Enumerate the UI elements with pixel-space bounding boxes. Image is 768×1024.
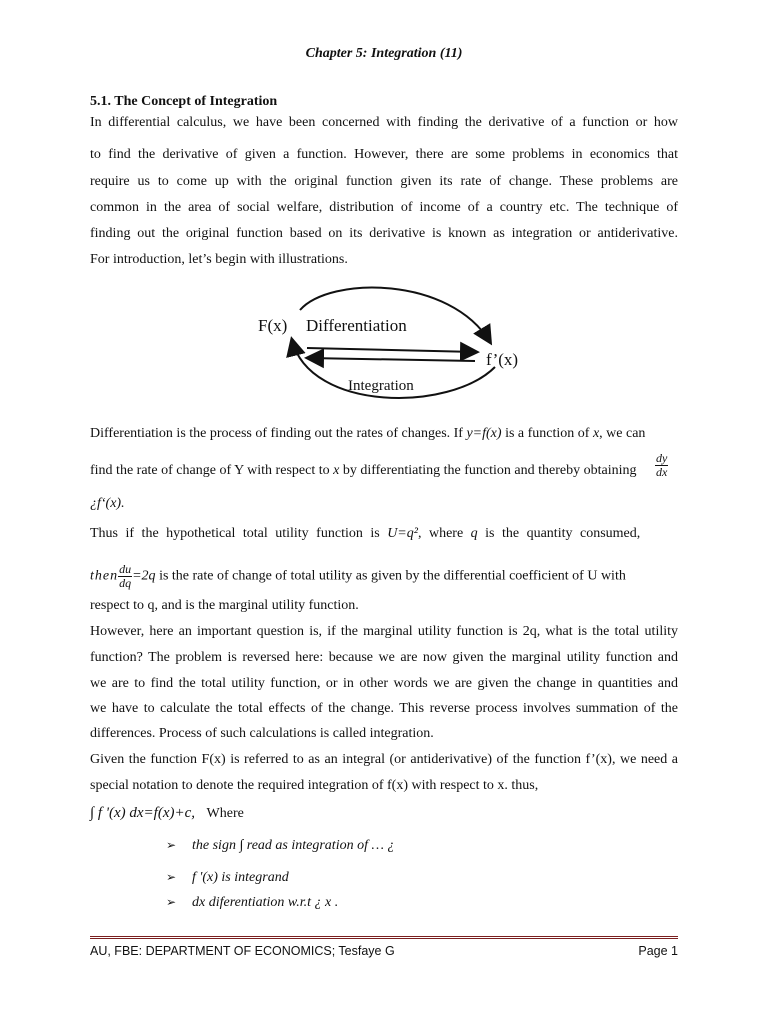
- integration-label: Integration: [348, 378, 414, 394]
- fx-label: F(x): [258, 316, 288, 335]
- however-line: function? The problem is reversed here: because we are now given the marginal utility function and: [90, 650, 678, 665]
- where-label: Where: [206, 806, 244, 821]
- bullet-item: [166, 870, 289, 886]
- math-var: q: [470, 526, 478, 541]
- text: by differentiating the function and thereby obtaining: [339, 463, 637, 478]
- intro-line: In differential calculus, we have been concerned with finding the derivative of a function or how: [90, 115, 678, 130]
- however-line: we are to find the total utility function, or in other words we are given the change in quantities and: [90, 676, 678, 691]
- intro-line: finding out the original function based on its derivative is known as integration or antiderivative.: [90, 226, 678, 241]
- section-heading: 5.1. The Concept of Integration: [90, 94, 278, 109]
- integral-formula-line: [90, 805, 678, 822]
- fraction-numerator: du: [119, 562, 132, 576]
- dy-dx-fraction: [655, 452, 668, 479]
- thus-line: [90, 526, 678, 542]
- text: is a function of: [501, 426, 593, 441]
- diff-line-1: [90, 426, 678, 442]
- fraction-denominator: dq: [119, 576, 132, 590]
- fraction-numerator: dy: [656, 451, 668, 465]
- then-line: [90, 563, 678, 590]
- math-expression: y=f(x): [466, 426, 502, 441]
- intro-line: For introduction, let’s begin with illustrations.: [90, 252, 348, 267]
- text: Differentiation is the process of finding out the rates of changes. If: [90, 426, 467, 441]
- left-arrow: [308, 358, 475, 361]
- text: Thus if the hypothetical total utility function is: [90, 526, 388, 541]
- integration-diagram: [250, 282, 540, 407]
- page-number: Page 1: [638, 944, 678, 958]
- respect-line: respect to q, and is the marginal utility function.: [90, 598, 359, 613]
- text: , we can: [599, 426, 646, 441]
- given-line: Given the function F(x) is referred to as an integral (or antiderivative) of the function f’(x), we need a: [90, 752, 678, 767]
- arrow-bullet-icon: ➢: [166, 895, 177, 909]
- arrow-bullet-icon: ➢: [166, 838, 177, 852]
- fraction-denominator: dx: [656, 465, 668, 479]
- math-var: x: [333, 463, 340, 478]
- text: is the rate of change of total utility as given by the differential coefficient of U with: [155, 568, 626, 584]
- bullet-text: the sign ∫ read as integration of … ¿: [192, 838, 395, 853]
- diff-line-2: [90, 463, 678, 479]
- math-var: x: [592, 426, 600, 441]
- bullet-text: f '(x) is integrand: [192, 870, 289, 885]
- integral-formula: ∫ f '(x) dx=f(x)+c,: [90, 805, 196, 821]
- bullet-text: dx diferentiation w.r.t ¿ x .: [192, 895, 339, 910]
- intro-line: common in the area of social welfare, distribution of income of a country etc. The technique of: [90, 200, 678, 215]
- however-line: However, here an important question is, if the marginal utility function is 2q, what is the total utility: [90, 624, 678, 639]
- then-word: then: [90, 568, 119, 584]
- footer-department: AU, FBE: DEPARTMENT OF ECONOMICS; Tesfaye G: [90, 944, 395, 958]
- however-line: differences. Process of such calculations is called integration.: [90, 726, 434, 741]
- however-line: we have to calculate the total effects of the change. This reverse process involves summation of the: [90, 701, 678, 716]
- chapter-title: Chapter 5: Integration (11): [305, 46, 463, 61]
- diff-line-3: ¿f‘(x).: [90, 496, 125, 511]
- arrow-bullet-icon: ➢: [166, 870, 177, 884]
- fprime-label: f’(x): [486, 350, 519, 369]
- bullet-item: [166, 838, 394, 854]
- intro-line: require us to come up with the original function given its rate of change. These problems are: [90, 174, 678, 189]
- math-expression: U=q²: [387, 526, 418, 541]
- text: , where: [417, 526, 471, 541]
- du-dq-fraction: [118, 563, 132, 590]
- math-expression: =2q: [132, 568, 156, 584]
- right-arrow: [307, 348, 476, 352]
- bullet-item: [166, 895, 338, 911]
- text: is the quantity consumed,: [477, 526, 641, 541]
- differentiation-label: Differentiation: [306, 316, 407, 335]
- footer-rule: [90, 936, 678, 939]
- text: find the rate of change of Y with respect to: [90, 463, 334, 478]
- given-line: special notation to denote the required integration of f(x) with respect to x. thus,: [90, 778, 539, 793]
- intro-line: to find the derivative of given a function. However, there are some problems in economics that: [90, 147, 678, 162]
